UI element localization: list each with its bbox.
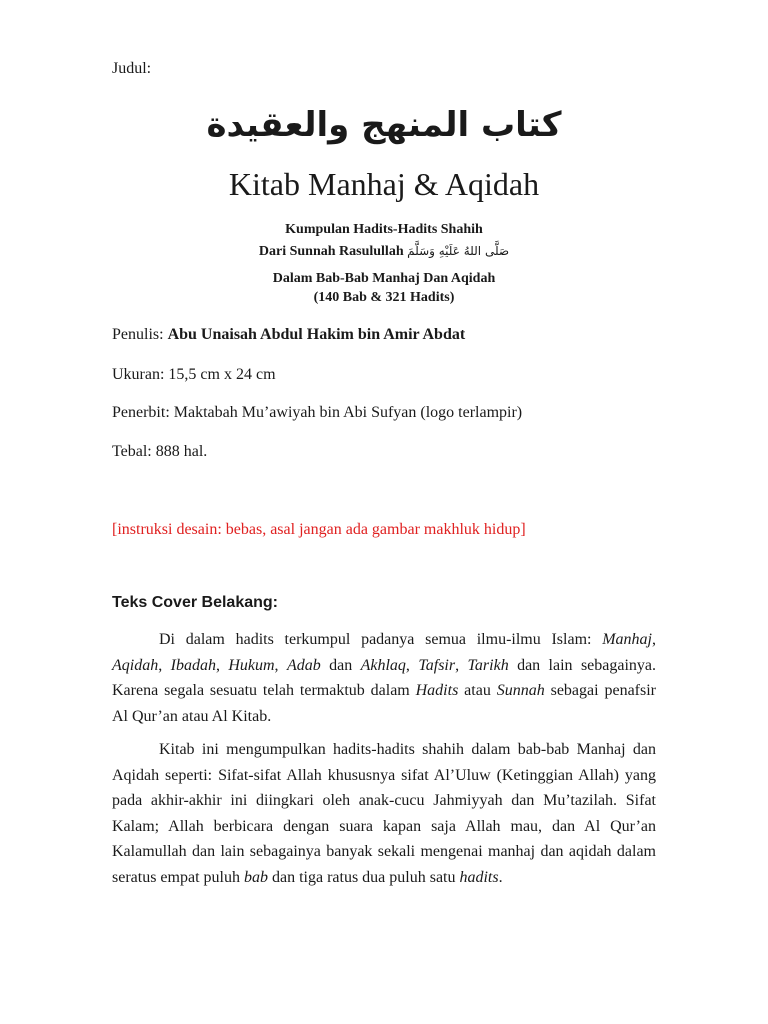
p2-text: Kitab ini mengumpulkan hadits-hadits shahih dalam bab-bab Manhaj dan Aqidah seperti: Sifat-sifat Allah khususnya sifat Al’Uluw (Ketinggian Allah) yang pada akhir-akhir ini diingkari oleh anak-cucu Jahmiyyah dan Mu’tazilah. Sifat Kalam; Allah berbicara dengan suara kapan saja Allah mau, dan Al Qur’an Kalamullah dan lain sebagainya banyak sekali mengenai manhaj dan aqidah dalam seratus empat puluh xyxy=(112,741,656,886)
p1-text: , xyxy=(215,656,229,674)
design-instruction: [instruksi desain: bebas, asal jangan ada gambar makhluk hidup] xyxy=(112,521,526,538)
book-title: Kitab Manhaj & Aqidah xyxy=(228,166,540,202)
p2-text: dan tiga ratus dua puluh satu xyxy=(267,868,460,886)
p1-italic: Hadits xyxy=(415,682,459,699)
penerbit-line: Penerbit: Maktabah Mu’awiyah bin Abi Sufyan (logo terlampir) xyxy=(112,404,523,421)
p1-italic: Adab xyxy=(286,656,321,674)
subtitle-4: (140 Bab & 321 Hadits) xyxy=(313,290,455,305)
p1-text: , xyxy=(158,656,171,674)
p1-text: , xyxy=(652,631,656,648)
p1-text: , xyxy=(405,656,419,674)
penulis-value: Abu Unaisah Abdul Hakim bin Amir Abdat xyxy=(167,326,466,343)
p1-text: Di dalam hadits terkumpul padanya semua ilmu-ilmu Islam: xyxy=(159,631,603,648)
p1-italic: Sunnah xyxy=(496,682,545,699)
p1-text: dan lain sebagainya. Karena segala sesuatu telah termaktub dalam xyxy=(112,656,657,699)
p2-italic: bab xyxy=(243,868,268,886)
p1-italic: Tafsir xyxy=(418,656,456,674)
subtitle-2 xyxy=(0,244,768,260)
subtitle-3: Dalam Bab-Bab Manhaj Dan Aqidah xyxy=(272,271,496,286)
p1-text: dan xyxy=(320,656,361,674)
p1-italic: Hukum xyxy=(228,656,275,674)
p1-text: sebagai penafsir Al Qur’an atau Al Kitab. xyxy=(112,682,656,725)
subtitle-1: Kumpulan Hadits-Hadits Shahih xyxy=(285,222,483,237)
salawat-arabic: صَلَّى اللهُ عَلَيْهِ وَسَلَّمَ xyxy=(407,244,510,258)
p1-italic: Tarikh xyxy=(467,656,509,674)
ukuran-line: Ukuran: 15,5 cm x 24 cm xyxy=(112,366,276,383)
penulis-label: Penulis: xyxy=(112,326,168,343)
p2-italic: hadits xyxy=(459,868,499,886)
back-cover-heading: Teks Cover Belakang: xyxy=(112,594,278,611)
penulis-line xyxy=(112,326,465,344)
p1-italic: Aqidah xyxy=(112,656,159,674)
p1-text: , xyxy=(455,656,468,674)
p1-text: , xyxy=(274,656,287,674)
p1-italic: Manhaj xyxy=(602,631,652,648)
p1-text: atau xyxy=(458,682,497,699)
p1-italic: Ibadah xyxy=(170,656,216,674)
tebal-line: Tebal: 888 hal. xyxy=(112,443,208,460)
arabic-title: كتاب المنهج والعقيدة xyxy=(206,105,562,145)
subtitle-2-text: Dari Sunnah Rasulullah xyxy=(258,244,404,259)
p1-italic: Akhlaq xyxy=(360,656,406,674)
paragraph-1 xyxy=(112,627,656,729)
paragraph-2 xyxy=(112,737,656,890)
judul-label: Judul: xyxy=(112,60,152,77)
p2-text: . xyxy=(498,868,503,886)
